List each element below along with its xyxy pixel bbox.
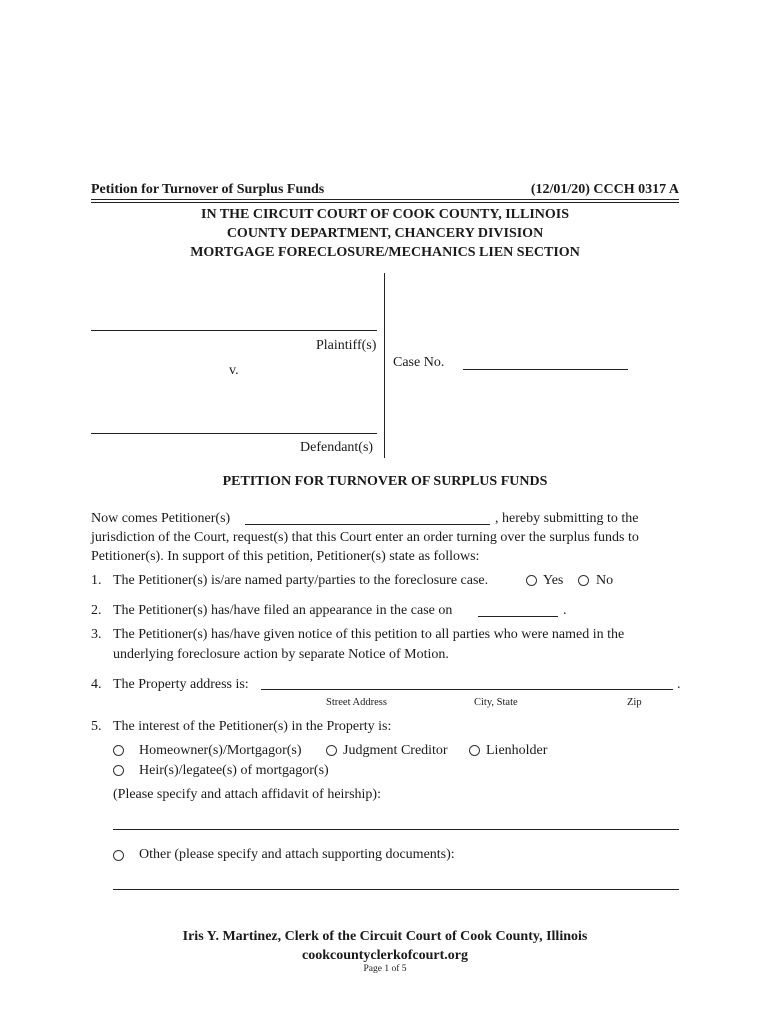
- appearance-date-field[interactable]: [478, 616, 558, 617]
- item-1-text: The Petitioner(s) is/are named party/parties to the foreclosure case.: [113, 573, 489, 588]
- heirs-label: Heir(s)/legatee(s) of mortgagor(s): [139, 763, 329, 778]
- item-1-number: 1.: [91, 573, 102, 588]
- heirship-field[interactable]: [113, 829, 679, 830]
- city-state-caption: City, State: [474, 697, 518, 708]
- item-4-period: .: [677, 677, 681, 692]
- intro-part2: , hereby submitting to the: [495, 511, 639, 526]
- other-field[interactable]: [113, 889, 679, 890]
- form-code: (12/01/20) CCCH 0317 A: [530, 182, 679, 197]
- item-4-text: The Property address is:: [113, 677, 249, 692]
- zip-caption: Zip: [627, 697, 642, 708]
- case-no-label: Case No.: [393, 355, 445, 370]
- page-number: Page 1 of 5: [363, 964, 407, 974]
- header-rule: [91, 199, 679, 200]
- homeowner-radio[interactable]: [113, 745, 124, 756]
- caption-divider: [384, 273, 385, 458]
- item-2-number: 2.: [91, 603, 102, 618]
- other-radio[interactable]: [113, 850, 124, 861]
- lienholder-label: Lienholder: [486, 743, 548, 758]
- heirs-radio[interactable]: [113, 765, 124, 776]
- street-address-caption: Street Address: [326, 697, 387, 708]
- item-1-yes-label: Yes: [543, 573, 564, 588]
- intro-line-2: jurisdiction of the Court, request(s) that this Court enter an order turning over the surplus funds to: [91, 530, 639, 545]
- item-2-text: The Petitioner(s) has/have filed an appearance in the case on: [113, 603, 453, 618]
- clerk-name: Iris Y. Martinez, Clerk of the Circuit Court of Cook County, Illinois: [182, 929, 588, 944]
- versus-label: v.: [229, 363, 239, 378]
- defendant-label: Defendant(s): [300, 440, 374, 455]
- judgment-creditor-radio[interactable]: [326, 745, 337, 756]
- item-1-no-label: No: [596, 573, 614, 588]
- homeowner-label: Homeowner(s)/Mortgagor(s): [139, 743, 302, 758]
- intro-line-3: Petitioner(s). In support of this petition, Petitioner(s) state as follows:: [91, 549, 480, 564]
- defendant-line[interactable]: [91, 433, 377, 434]
- court-line-2: COUNTY DEPARTMENT, CHANCERY DIVISION: [226, 226, 544, 241]
- item-5-number: 5.: [91, 719, 102, 734]
- item-2-period: .: [563, 603, 567, 618]
- case-no-field[interactable]: [463, 369, 628, 370]
- form-title: Petition for Turnover of Surplus Funds: [91, 182, 325, 197]
- item-4-number: 4.: [91, 677, 102, 692]
- other-label: Other (please specify and attach supporting documents):: [139, 847, 455, 862]
- petitioner-name-field[interactable]: [245, 524, 490, 525]
- plaintiff-line[interactable]: [91, 330, 377, 331]
- item-1-no-radio[interactable]: [578, 575, 589, 586]
- clerk-website[interactable]: cookcountyclerkofcourt.org: [301, 948, 469, 963]
- lienholder-radio[interactable]: [469, 745, 480, 756]
- judgment-creditor-label: Judgment Creditor: [343, 743, 448, 758]
- item-5-text: The interest of the Petitioner(s) in the Property is:: [113, 719, 392, 734]
- property-address-field[interactable]: [261, 689, 673, 690]
- item-3-number: 3.: [91, 627, 102, 642]
- item-3-line-1: The Petitioner(s) has/have given notice of this petition to all parties who were named in the: [113, 627, 625, 642]
- document-title: PETITION FOR TURNOVER OF SURPLUS FUNDS: [222, 474, 548, 489]
- heirship-note: (Please specify and attach affidavit of heirship):: [113, 787, 381, 802]
- intro-part1: Now comes Petitioner(s): [91, 511, 231, 526]
- court-line-3: MORTGAGE FORECLOSURE/MECHANICS LIEN SECTION: [190, 245, 580, 260]
- item-3-line-2: underlying foreclosure action by separate Notice of Motion.: [113, 647, 449, 662]
- header-rule-2: [91, 202, 679, 203]
- court-line-1: IN THE CIRCUIT COURT OF COOK COUNTY, ILLINOIS: [201, 207, 569, 222]
- item-1-yes-radio[interactable]: [526, 575, 537, 586]
- plaintiff-label: Plaintiff(s): [316, 338, 377, 353]
